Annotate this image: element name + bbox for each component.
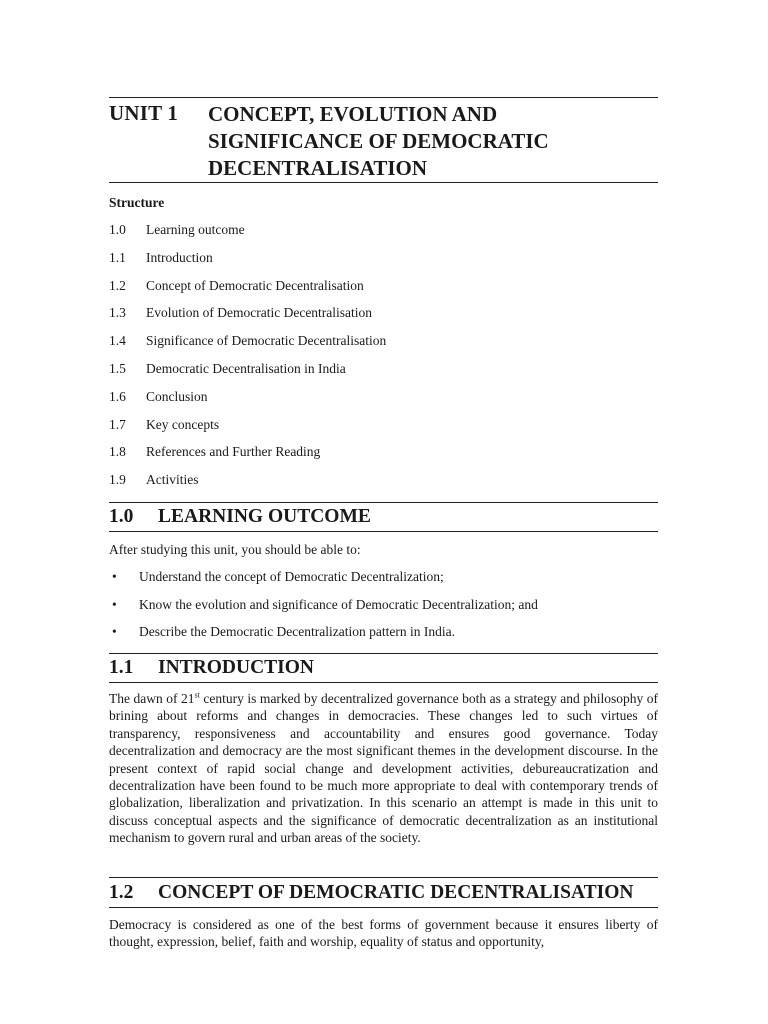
learning-outcome-text: Understand the concept of Democratic Decentralization; — [139, 569, 444, 584]
top-rule — [109, 97, 658, 98]
structure-item — [109, 417, 658, 445]
structure-item-number: 1.3 — [109, 305, 126, 321]
structure-item-label: Conclusion — [146, 388, 208, 404]
learning-outcome-text: Describe the Democratic Decentralization pattern in India. — [139, 624, 455, 639]
unit-header-bottom-rule — [109, 182, 658, 183]
structure-item-label: Learning outcome — [146, 222, 245, 237]
learning-outcome-item — [109, 597, 658, 625]
structure-item-number: 1.2 — [109, 277, 126, 293]
structure-item-label: Evolution of Democratic Decentralisation — [146, 305, 373, 321]
section-heading-concept — [109, 881, 658, 905]
structure-item — [109, 222, 658, 250]
section-rule — [109, 502, 658, 503]
structure-item — [109, 472, 658, 500]
section-rule — [109, 653, 658, 654]
structure-item-label: Concept of Democratic Decentralisation — [146, 277, 364, 293]
structure-heading: Structure — [109, 195, 165, 210]
structure-list — [109, 222, 658, 500]
structure-item-number: 1.4 — [109, 333, 126, 349]
learning-outcome-item — [109, 569, 658, 597]
unit-title — [208, 101, 658, 182]
unit-title-line: CONCEPT, EVOLUTION AND — [208, 102, 498, 126]
learning-outcome-intro: After studying this unit, you should be able to: — [109, 542, 361, 557]
section-number: 1.0 — [109, 506, 134, 527]
structure-item-label: Activities — [146, 472, 199, 488]
structure-item-number: 1.9 — [109, 472, 126, 488]
structure-item-number: 1.0 — [109, 222, 126, 237]
structure-item — [109, 389, 658, 417]
concept-paragraph: Democracy is considered as one of the best forms of government because it ensures liberty of thought, expression, belief, faith and worship, equality of status and opportunity, — [109, 917, 658, 950]
section-heading-introduction — [109, 656, 658, 680]
structure-item-number: 1.8 — [109, 444, 126, 460]
learning-outcome-text: Know the evolution and significance of Democratic Decentralization; and — [139, 596, 538, 612]
section-rule — [109, 531, 658, 532]
section-rule — [109, 682, 658, 683]
structure-item-label: Key concepts — [146, 416, 220, 432]
structure-item — [109, 361, 658, 389]
section-heading-learning-outcome — [109, 505, 658, 529]
section-title: LEARNING OUTCOME — [158, 506, 371, 527]
structure-item-label: Introduction — [146, 249, 213, 265]
structure-item — [109, 278, 658, 306]
section-title: CONCEPT OF DEMOCRATIC DECENTRALISATION — [158, 882, 634, 903]
structure-item-number: 1.6 — [109, 388, 126, 404]
structure-item-label: Democratic Decentralisation in India — [146, 360, 346, 376]
introduction-text: century is marked by decentralized governance both as a strategy and philosophy of brining about reforms and changes in democracies. These changes led to such virtues of transparency, responsiveness and accountability and ensures good governance. Today decentralization and democracy are the most significant themes in the development discourse. In the present context of rapid social change and development activities, debureaucratization and decentralization have been found to be much more appropriate to deal with contemporary trends of globalization, liberalization and privatization. In this scenario an attempt is made in this unit to discuss conceptual aspects and the significance of democratic decentralization as an institutional mechanism to govern rural and urban areas of the society. — [109, 691, 659, 846]
structure-item-label: References and Further Reading — [146, 444, 321, 460]
section-title: INTRODUCTION — [158, 657, 315, 678]
introduction-text: The dawn of 21 — [109, 691, 195, 706]
structure-item — [109, 305, 658, 333]
introduction-paragraph — [109, 690, 658, 847]
bullet-icon: • — [112, 596, 117, 612]
section-rule — [109, 907, 658, 908]
structure-item — [109, 444, 658, 472]
structure-item-label: Significance of Democratic Decentralisation — [146, 333, 387, 349]
unit-title-line: DECENTRALISATION — [208, 156, 427, 180]
section-number: 1.2 — [109, 882, 134, 903]
structure-item — [109, 250, 658, 278]
structure-item-number: 1.5 — [109, 360, 126, 376]
section-number: 1.1 — [109, 657, 134, 678]
bullet-icon: • — [112, 569, 117, 584]
learning-outcome-item — [109, 624, 658, 652]
section-rule — [109, 877, 658, 878]
structure-item — [109, 333, 658, 361]
learning-outcome-list — [109, 569, 658, 652]
structure-item-number: 1.1 — [109, 249, 126, 265]
unit-label: UNIT 1 — [109, 101, 179, 125]
ordinal-suffix: st — [194, 690, 200, 700]
unit-title-line: SIGNIFICANCE OF DEMOCRATIC — [208, 129, 549, 153]
bullet-icon: • — [112, 624, 117, 639]
structure-item-number: 1.7 — [109, 416, 126, 432]
